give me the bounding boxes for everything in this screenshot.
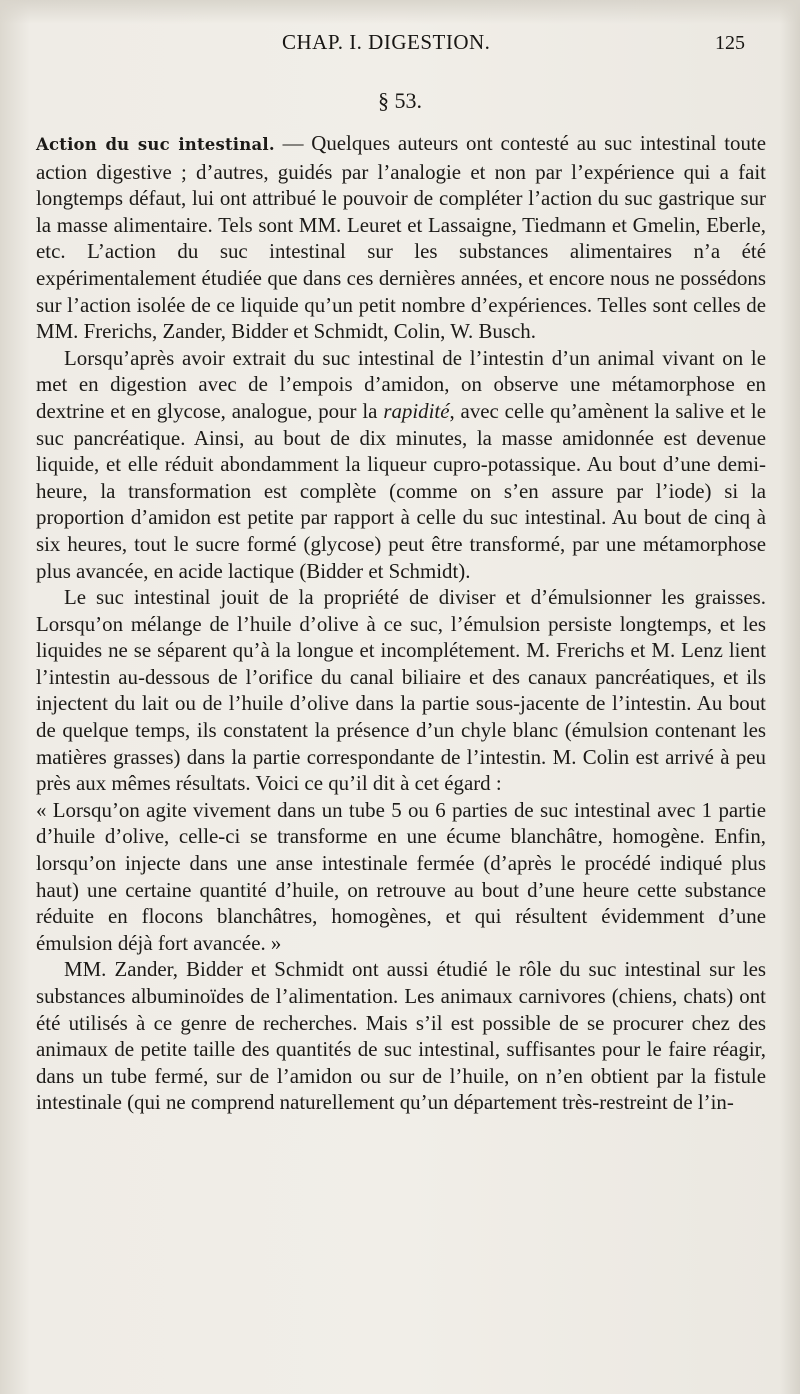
paragraph-3: Le suc intestinal jouit de la propriété de diviser et d’émulsionner les graisses. Lorsqu’on mélange de l’huile d’olive à ce suc, l’émulsion persiste longtemps, et les liquides ne se séparent qu’à la longue et incomplétement. M. Frerichs et M. Lenz lient l’intestin au-dessous de l’orifice du canal biliaire et des canaux pancréatiques, et ils injectent du lait ou de l’huile d’olive dans la partie sous-jacente de l’intestin. Au bout de quelque temps, ils constatent la présence d’un chyle blanc (émulsion contenant les matières grasses) dans la partie correspondante de l’intestin. M. Colin est arrivé à peu près aux mêmes résultats. Voici ce qu’il dit à cet égard : bbox=[36, 585, 766, 796]
page-top-shadow bbox=[0, 0, 800, 24]
paragraph-lead-heading: Action du suc intestinal. bbox=[36, 135, 275, 154]
body-text bbox=[36, 130, 766, 1116]
running-title: CHAP. I. DIGESTION. bbox=[282, 30, 491, 54]
page-header bbox=[0, 28, 800, 62]
paragraph-2 bbox=[36, 345, 766, 584]
page-number: 125 bbox=[715, 32, 745, 54]
paragraph-4-quote: « Lorsqu’on agite vivement dans un tube 5 ou 6 parties de suc intestinal avec 1 partie d’huile d’olive, celle-ci se transforme en une écume blanchâtre, homogène. Enfin, lorsqu’on injecte dans une anse intestinale fermée (d’après le procédé indiqué plus haut) une certaine quantité d’huile, on retrouve au bout d’une heure cette substance réduite en flocons blanchâtres, homogènes, et qui résultent évidemment d’une émulsion déjà fort avancée. » bbox=[36, 797, 766, 955]
paragraph-2-text-b: , avec celle qu’amènent la salive et le suc pancréatique. Ainsi, au bout de dix minutes, la masse amidonnée est devenue liquide, et elle réduit abondamment la liqueur cupro-potassique. Au bout d’une demi-heure, la transformation est complète (comme on s’en assure par l’iode) si la proportion d’amidon est petite par rapport à celle du suc intestinal. Au bout de cinq à six heures, tout le sucre formé (glycose) peut être transformé, par une métamorphose plus avancée, en acide lactique (Bidder et Schmidt). bbox=[36, 398, 766, 583]
paragraph-2-italic: rapidité bbox=[383, 398, 450, 423]
section-heading: § 53. bbox=[378, 88, 422, 113]
paragraph-1 bbox=[36, 130, 766, 345]
paragraph-5: MM. Zander, Bidder et Schmidt ont aussi étudié le rôle du suc intestinal sur les substances albuminoïdes de l’alimentation. Les animaux carnivores (chiens, chats) ont été utilisés à ce genre de recherches. Mais s’il est possible de se procurer chez des animaux de petite taille des quantités de suc intestinal, suffisantes pour le faire réagir, dans un tube fermé, sur de l’amidon ou sur de l’huile, on n’en obtient par la fistule intestinale (qui ne comprend naturellement qu’un département très-restreint de l’in- bbox=[36, 957, 766, 1115]
paragraph-1-text: — Quelques auteurs ont contesté au suc intestinal toute action digestive ; d’autres, guidés par l’analogie et non par l’expérience qui a fait longtemps défaut, lui ont attribué le pouvoir de compléter l’action du suc gastrique sur la masse alimentaire. Tels sont MM. Leuret et Lassaigne, Tiedmann et Gmelin, Eberle, etc. L’action du suc intestinal sur les substances alimentaires n’a été expérimentalement étudiée que dans ces dernières années, et encore nous ne possédons sur l’action isolée de ce liquide qu’un petit nombre d’expériences. Telles sont celles de MM. Frerichs, Zander, Bidder et Schmidt, Colin, W. Busch. bbox=[36, 131, 766, 344]
paragraph-2-text-a: Lorsqu’après avoir extrait du suc intestinal de l’intestin d’un animal vivant on le met en digestion avec de l’empois d’amidon, on observe une métamorphose en dextrine et en glycose, analogue, pour la bbox=[36, 345, 766, 423]
